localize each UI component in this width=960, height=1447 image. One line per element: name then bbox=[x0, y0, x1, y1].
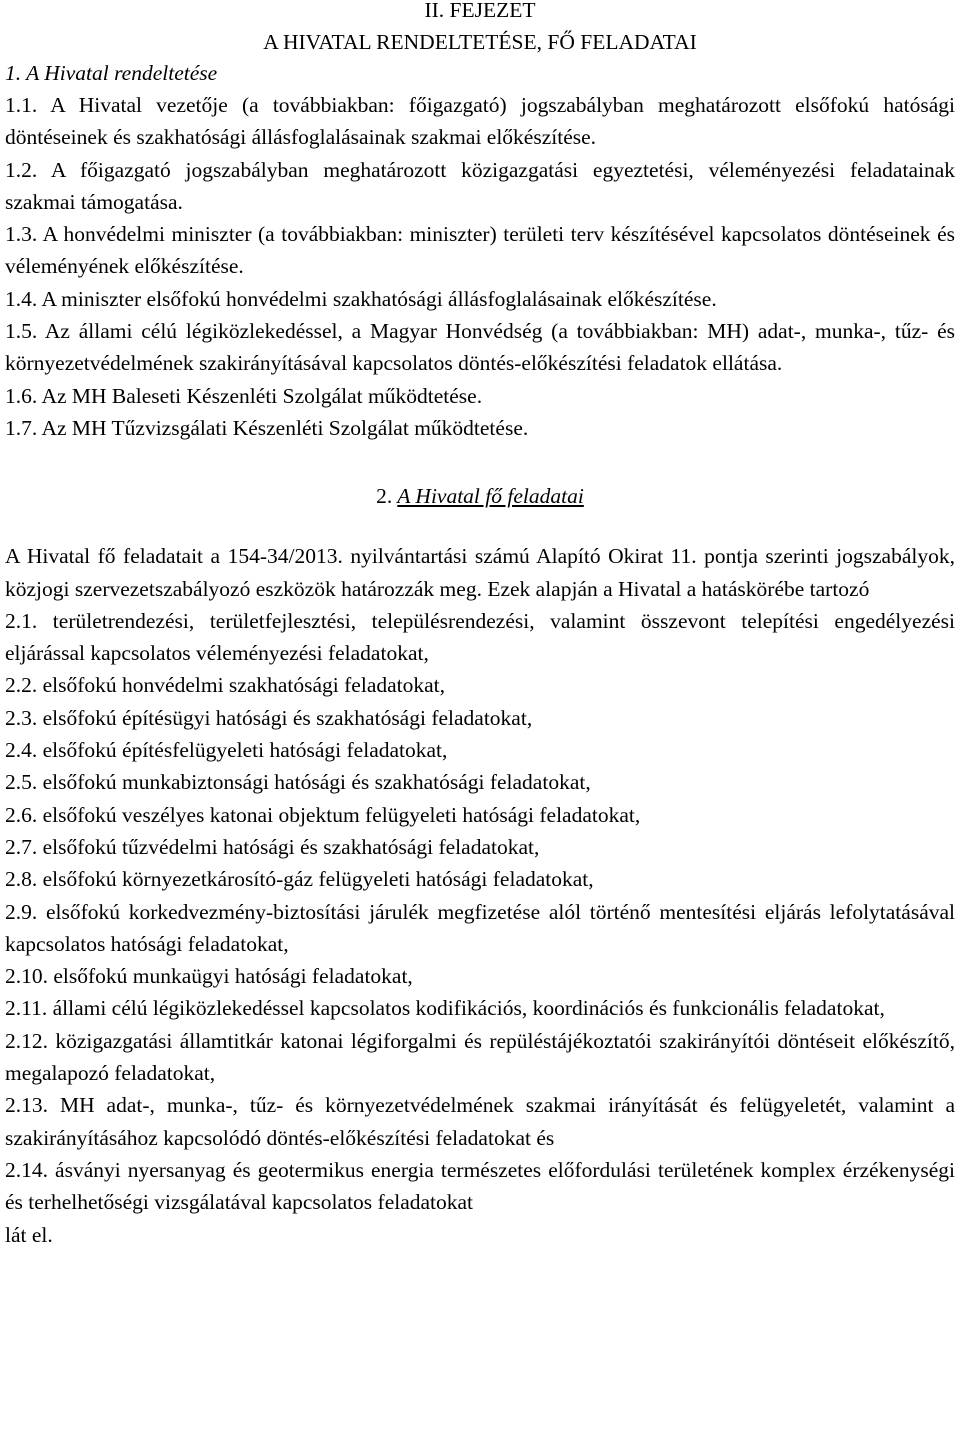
section-1-item: 1.1. A Hivatal vezetője (a továbbiakban: főigazgató) jogszabályban meghatározott elsőfokú hatósági döntéseinek és szakhatósági állásfoglalásainak szakmai előkészítése. bbox=[5, 93, 955, 150]
section-2-item: 2.14. ásványi nyersanyag és geotermikus energia természetes előfordulási területének komplex érzékenységi és terhelhetőségi vizsgálatával kapcsolatos feladatokat bbox=[5, 1157, 955, 1215]
section-2-item: 2.6. elsőfokú veszélyes katonai objektum felügyeleti hatósági feladatokat, bbox=[5, 802, 641, 827]
chapter-title: A HIVATAL RENDELTETÉSE, FŐ FELADATAI bbox=[263, 30, 697, 54]
section-2-item: 2.13. MH adat-, munka-, tűz- és környezetvédelmének szakmai irányítását és felügyeletét, valamint a szakirányításához kapcsolódó döntés-előkészítési feladatokat és bbox=[5, 1093, 955, 1150]
section-1-item: 1.2. A főigazgató jogszabályban meghatározott közigazgatási egyeztetési, véleményezési feladatainak szakmai támogatása. bbox=[5, 157, 955, 214]
section-1-heading: 1. A Hivatal rendeltetése bbox=[5, 61, 218, 85]
section-1-item: 1.6. Az MH Baleseti Készenléti Szolgálat működtetése. bbox=[5, 383, 483, 408]
section-2-heading bbox=[5, 480, 955, 512]
section-2-item: 2.5. elsőfokú munkabiztonsági hatósági és szakhatósági feladatokat, bbox=[5, 770, 591, 795]
section-2-item: 2.7. elsőfokú tűzvédelmi hatósági és szakhatósági feladatokat, bbox=[5, 834, 540, 859]
document-page bbox=[5, 0, 955, 1251]
section-1-item: 1.4. A miniszter elsőfokú honvédelmi szakhatósági állásfoglalásainak előkészítése. bbox=[5, 286, 717, 311]
section-2-item: 2.1. területrendezési, területfejlesztési, településrendezési, valamint összevont telepítési engedélyezési eljárással kapcsolatos véleményezési feladatokat, bbox=[5, 608, 955, 666]
section-2-closing: lát el. bbox=[5, 1222, 53, 1247]
section-1-item: 1.7. Az MH Tűzvizsgálati Készenléti Szolgálat működtetése. bbox=[5, 415, 529, 440]
section-2-item: 2.10. elsőfokú munkaügyi hatósági feladatokat, bbox=[5, 964, 413, 989]
section-2-item: 2.8. elsőfokú környezetkárosító-gáz felügyeleti hatósági feladatokat, bbox=[5, 867, 594, 892]
section-2-item: 2.2. elsőfokú honvédelmi szakhatósági feladatokat, bbox=[5, 673, 446, 698]
section-2-item: 2.9. elsőfokú korkedvezmény-biztosítási járulék megfizetése alól történő mentesítési eljárás lefolytatásával kapcsolatos hatósági feladatokat, bbox=[5, 899, 955, 956]
section-2-item: 2.12. közigazgatási államtitkár katonai légiforgalmi és repüléstájékoztatói szakirányítói döntéseit előkészítő, megalapozó feladatokat, bbox=[5, 1028, 955, 1086]
section-1-item: 1.3. A honvédelmi miniszter (a továbbiakban: miniszter) területi terv készítésével kapcsolatos döntéseinek és véleményének előkészítése. bbox=[5, 222, 955, 279]
section-2-item: 2.3. elsőfokú építésügyi hatósági és szakhatósági feladatokat, bbox=[5, 705, 533, 730]
section-2-intro: A Hivatal fő feladatait a 154-34/2013. nyilvántartási számú Alapító Okirat 11. pontja szerinti jogszabályok, közjogi szervezetszabályozó eszközök határozzák meg. Ezek alapján a Hivatal a hatáskörébe tartozó bbox=[5, 544, 955, 601]
chapter-heading: II. FEJEZET bbox=[424, 0, 536, 22]
section-2-item: 2.4. elsőfokú építésfelügyeleti hatósági feladatokat, bbox=[5, 738, 448, 763]
spacer bbox=[5, 444, 955, 480]
section-2-title: A Hivatal fő feladatai bbox=[397, 484, 584, 509]
section-2-number: 2. bbox=[376, 484, 393, 509]
section-2-item: 2.11. állami célú légiközlekedéssel kapcsolatos kodifikációs, koordinációs és funkcionális feladatokat, bbox=[5, 996, 885, 1021]
section-1-item: 1.5. Az állami célú légiközlekedéssel, a Magyar Honvédség (a továbbiakban: MH) adat-, munka-, tűz- és környezetvédelmének szakirányításával kapcsolatos döntés-előkészítési feladatok ellátása. bbox=[5, 319, 955, 376]
spacer bbox=[5, 512, 955, 540]
